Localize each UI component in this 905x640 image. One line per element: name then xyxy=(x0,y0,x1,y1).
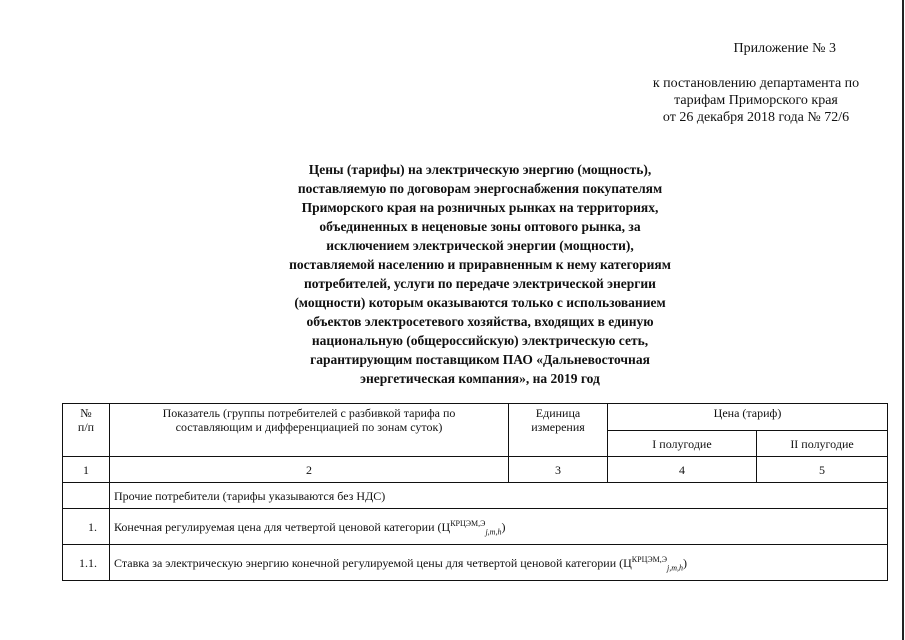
title-line: гарантирующим поставщиком ПАО «Дальневосточная xyxy=(310,352,650,367)
header-price: Цена (тариф) xyxy=(608,404,888,431)
title-line: потребителей, услуги по передаче электрической энергии xyxy=(304,276,656,291)
title-line: национальную (общероссийскую) электрическую сеть, xyxy=(311,333,649,348)
section-number-cell xyxy=(63,483,110,509)
section-row xyxy=(63,483,888,509)
title-line: исключением электрической энергии (мощности), xyxy=(326,238,634,253)
appendix-line: к постановлению департамента по xyxy=(652,76,860,91)
header-second-half: II полугодие xyxy=(757,431,888,457)
header-number: № п/п xyxy=(63,404,110,457)
title-line: Приморского края на розничных рынках на территориях, xyxy=(301,200,659,215)
title-line: объектов электросетевого хозяйства, входящих в единую xyxy=(306,314,654,329)
title-line: энергетическая компания», на 2019 год xyxy=(360,371,600,386)
table-row xyxy=(63,509,888,545)
column-number: 5 xyxy=(757,457,888,483)
title-line: поставляемую по договорам энергоснабжения покупателям xyxy=(297,181,663,196)
title-line: Цены (тарифы) на электрическую энергию (мощность), xyxy=(308,162,652,177)
page-edge xyxy=(902,0,904,640)
column-number: 4 xyxy=(608,457,757,483)
document-title xyxy=(250,160,710,388)
title-line: объединенных в неценовые зоны оптового рынка, за xyxy=(319,219,641,234)
appendix-line: от 26 декабря 2018 года № 72/6 xyxy=(662,110,850,125)
header-unit: Единица измерения xyxy=(509,404,608,457)
appendix-line: тарифам Приморского края xyxy=(674,93,838,108)
column-number: 3 xyxy=(509,457,608,483)
column-number: 2 xyxy=(110,457,509,483)
header-first-half: I полугодие xyxy=(608,431,757,457)
header-indicator: Показатель (группы потребителей с разбивкой тарифа по составляющим и дифференциацией по зонам суток) xyxy=(110,404,509,457)
column-number: 1 xyxy=(63,457,110,483)
section-title: Прочие потребители (тарифы указываются без НДС) xyxy=(110,483,888,509)
appendix-number: Приложение № 3 xyxy=(733,41,836,56)
table-row xyxy=(63,545,888,581)
row-indicator: Ставка за электрическую энергию конечной регулируемой цены для четвертой ценовой категории $(Ц^{КРЦЭМ,Э}_{j,m,h})$ xyxy=(110,545,888,581)
title-line: поставляемой населению и приравненным к нему категориям xyxy=(289,257,671,272)
title-line: (мощности) которым оказываются только с использованием xyxy=(294,295,666,310)
row-indicator: Конечная регулируемая цена для четвертой ценовой категории $(Ц^{КРЦЭМ,Э}_{j,m,h})$ xyxy=(110,509,888,545)
row-number: 1. xyxy=(63,509,110,545)
appendix-header xyxy=(560,40,890,126)
row-number: 1.1. xyxy=(63,545,110,581)
tariff-table xyxy=(62,403,888,581)
numbering-row xyxy=(63,457,888,483)
